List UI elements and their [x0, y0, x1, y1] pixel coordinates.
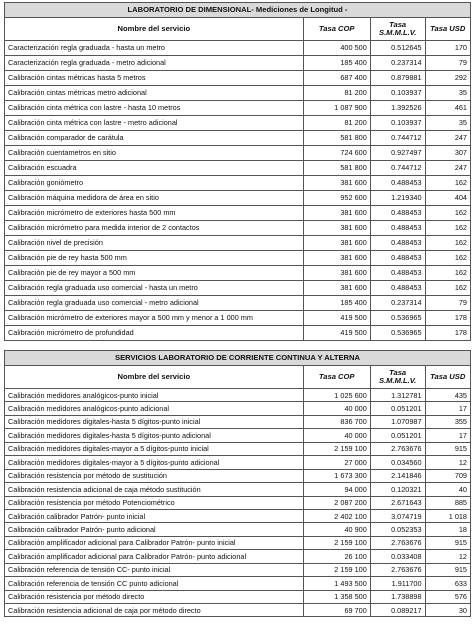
cell-tasa-cop: 81 200 — [303, 116, 370, 131]
cell-tasa-smmlv: 0.488453 — [370, 221, 425, 236]
cell-tasa-smmlv: 0.536965 — [370, 311, 425, 326]
header-smmlv-line1: Tasa — [389, 368, 407, 378]
cell-tasa-smmlv: 0.034560 — [370, 456, 425, 469]
cell-service-name: Calibración máquina medidora de área en sitio — [5, 191, 304, 206]
table-row — [5, 311, 471, 326]
cell-tasa-usd: 40 — [425, 483, 470, 496]
cell-service-name: Caracterización regla graduada - hasta un metro — [5, 41, 304, 56]
table-row — [5, 590, 471, 603]
cell-service-name: Calibración comparador de carátula — [5, 131, 304, 146]
cell-service-name: Calibración medidores analógicos-punto adicional — [5, 402, 304, 415]
cell-service-name: Calibración referencia de tensión CC punto adicional — [5, 577, 304, 590]
table-row — [5, 523, 471, 536]
cell-tasa-smmlv: 0.120321 — [370, 483, 425, 496]
cell-tasa-smmlv: 0.536965 — [370, 326, 425, 341]
cell-service-name: Calibración calibrador Patrón- punto adicional — [5, 523, 304, 536]
cell-tasa-smmlv: 0.051201 — [370, 402, 425, 415]
cell-service-name: Calibración calibrador Patrón- punto inicial — [5, 509, 304, 522]
cell-tasa-smmlv: 2.763676 — [370, 442, 425, 455]
cell-tasa-cop: 381 600 — [303, 176, 370, 191]
cell-service-name: Calibración cinta métrica con lastre - metro adicional — [5, 116, 304, 131]
table-title: LABORATORIO DE DIMENSIONAL- Mediciones de Longitud - — [5, 3, 471, 18]
cell-tasa-usd: 178 — [425, 311, 470, 326]
cell-tasa-usd: 247 — [425, 161, 470, 176]
cell-tasa-cop: 2 159 100 — [303, 536, 370, 549]
cell-tasa-smmlv: 0.488453 — [370, 206, 425, 221]
header-tasa-cop: Tasa COP — [303, 18, 370, 41]
table-row — [5, 326, 471, 341]
cell-tasa-cop: 419 500 — [303, 311, 370, 326]
table-row — [5, 281, 471, 296]
cell-tasa-usd: 30 — [425, 604, 470, 617]
table-row — [5, 442, 471, 455]
table-row — [5, 236, 471, 251]
cell-tasa-usd: 162 — [425, 266, 470, 281]
table-row — [5, 496, 471, 509]
cell-service-name: Calibración amplificador adicional para Calibrador Patrón- punto adicional — [5, 550, 304, 563]
cell-tasa-usd: 35 — [425, 86, 470, 101]
table-row — [5, 191, 471, 206]
cell-tasa-smmlv: 0.879881 — [370, 71, 425, 86]
cell-tasa-smmlv: 1.070987 — [370, 415, 425, 428]
table-title: SERVICIOS LABORATORIO DE CORRIENTE CONTINUA Y ALTERNA — [5, 351, 471, 366]
cell-tasa-smmlv: 0.488453 — [370, 251, 425, 266]
table-row — [5, 604, 471, 617]
header-tasa-usd: Tasa USD — [425, 366, 470, 389]
cell-service-name: Calibración resistencia por método directo — [5, 590, 304, 603]
header-tasa-smmlv — [370, 18, 425, 41]
cell-tasa-usd: 162 — [425, 236, 470, 251]
cell-service-name: Calibración goniómetro — [5, 176, 304, 191]
cell-tasa-usd: 35 — [425, 116, 470, 131]
table-row — [5, 509, 471, 522]
cell-tasa-smmlv: 0.488453 — [370, 176, 425, 191]
cell-service-name: Calibración resistencia adicional de caja método sustitución — [5, 483, 304, 496]
table-row — [5, 456, 471, 469]
cell-tasa-smmlv: 2.141846 — [370, 469, 425, 482]
cell-tasa-usd: 247 — [425, 131, 470, 146]
cell-tasa-cop: 69 700 — [303, 604, 370, 617]
cell-service-name: Calibración medidores digitales-mayor a 5 dígitos-punto inicial — [5, 442, 304, 455]
cell-service-name: Calibración pie de rey hasta 500 mm — [5, 251, 304, 266]
table-row — [5, 577, 471, 590]
cell-tasa-cop: 581 800 — [303, 131, 370, 146]
cell-service-name: Calibración micrómetro de exteriores hasta 500 mm — [5, 206, 304, 221]
cell-tasa-smmlv: 1.911700 — [370, 577, 425, 590]
table-row — [5, 71, 471, 86]
cell-tasa-usd: 162 — [425, 206, 470, 221]
cell-service-name: Calibración medidores analógicos-punto inicial — [5, 389, 304, 402]
cell-tasa-smmlv: 0.052353 — [370, 523, 425, 536]
cell-tasa-cop: 836 700 — [303, 415, 370, 428]
table-row — [5, 56, 471, 71]
table-row — [5, 41, 471, 56]
cell-tasa-smmlv: 0.051201 — [370, 429, 425, 442]
cell-tasa-usd: 12 — [425, 550, 470, 563]
cell-tasa-cop: 1 493 500 — [303, 577, 370, 590]
header-service-name: Nombre del servicio — [5, 18, 304, 41]
cell-service-name: Calibración micrómetro de profundidad — [5, 326, 304, 341]
cell-tasa-smmlv: 0.927497 — [370, 146, 425, 161]
cell-tasa-usd: 1 018 — [425, 509, 470, 522]
table-row — [5, 296, 471, 311]
cell-service-name: Calibración amplificador adicional para Calibrador Patrón- punto inicial — [5, 536, 304, 549]
cell-tasa-smmlv: 1.738898 — [370, 590, 425, 603]
cell-service-name: Calibración cintas métricas hasta 5 metros — [5, 71, 304, 86]
cell-tasa-usd: 915 — [425, 442, 470, 455]
table-row — [5, 402, 471, 415]
cell-service-name: Calibración resistencia adicional de caja por método directo — [5, 604, 304, 617]
table-row — [5, 536, 471, 549]
cell-service-name: Calibración resistencia por método Potenciométrico — [5, 496, 304, 509]
cell-tasa-usd: 307 — [425, 146, 470, 161]
cell-tasa-cop: 40 000 — [303, 429, 370, 442]
header-tasa-usd: Tasa USD — [425, 18, 470, 41]
cell-tasa-usd: 435 — [425, 389, 470, 402]
cell-tasa-smmlv: 0.488453 — [370, 236, 425, 251]
cell-tasa-cop: 381 600 — [303, 236, 370, 251]
table-row — [5, 101, 471, 116]
cell-tasa-cop: 687 400 — [303, 71, 370, 86]
cell-tasa-cop: 2 159 100 — [303, 442, 370, 455]
cell-tasa-usd: 79 — [425, 56, 470, 71]
cell-tasa-cop: 400 500 — [303, 41, 370, 56]
cell-service-name: Calibración micrómetro para medida interior de 2 contactos — [5, 221, 304, 236]
header-smmlv-line2: S.M.M.L.V. — [379, 28, 417, 37]
cell-tasa-cop: 381 600 — [303, 281, 370, 296]
header-tasa-smmlv — [370, 366, 425, 389]
cell-tasa-smmlv: 0.089217 — [370, 604, 425, 617]
cell-tasa-cop: 724 600 — [303, 146, 370, 161]
header-tasa-cop: Tasa COP — [303, 366, 370, 389]
cell-tasa-usd: 404 — [425, 191, 470, 206]
cell-tasa-smmlv: 1.312781 — [370, 389, 425, 402]
cell-tasa-smmlv: 0.103937 — [370, 86, 425, 101]
cell-service-name: Calibración regla graduada uso comercial - metro adicional — [5, 296, 304, 311]
corriente-table — [4, 350, 471, 617]
cell-tasa-cop: 185 400 — [303, 296, 370, 311]
cell-tasa-cop: 1 087 900 — [303, 101, 370, 116]
table-row — [5, 429, 471, 442]
table-row — [5, 251, 471, 266]
cell-tasa-cop: 581 800 — [303, 161, 370, 176]
cell-service-name: Calibración referencia de tensión CC- punto inicial — [5, 563, 304, 576]
table-row — [5, 483, 471, 496]
table-row — [5, 469, 471, 482]
table-row — [5, 176, 471, 191]
cell-tasa-usd: 162 — [425, 221, 470, 236]
cell-tasa-usd: 17 — [425, 402, 470, 415]
cell-tasa-smmlv: 2.671643 — [370, 496, 425, 509]
cell-tasa-usd: 12 — [425, 456, 470, 469]
table-row — [5, 266, 471, 281]
cell-service-name: Caracterización regla graduada - metro adicional — [5, 56, 304, 71]
cell-tasa-cop: 2 402 100 — [303, 509, 370, 522]
cell-tasa-usd: 355 — [425, 415, 470, 428]
cell-tasa-cop: 94 000 — [303, 483, 370, 496]
cell-tasa-usd: 170 — [425, 41, 470, 56]
cell-tasa-smmlv: 0.103937 — [370, 116, 425, 131]
cell-service-name: Calibración cintas métricas metro adicional — [5, 86, 304, 101]
cell-tasa-usd: 17 — [425, 429, 470, 442]
cell-tasa-cop: 381 600 — [303, 221, 370, 236]
cell-tasa-cop: 381 600 — [303, 206, 370, 221]
dimensional-table — [4, 2, 471, 341]
cell-service-name: Calibración pie de rey mayor a 500 mm — [5, 266, 304, 281]
cell-tasa-smmlv: 0.744712 — [370, 161, 425, 176]
cell-tasa-usd: 915 — [425, 563, 470, 576]
cell-tasa-cop: 26 100 — [303, 550, 370, 563]
cell-tasa-usd: 162 — [425, 281, 470, 296]
cell-tasa-smmlv: 0.237314 — [370, 296, 425, 311]
cell-tasa-cop: 40 000 — [303, 402, 370, 415]
table-row — [5, 116, 471, 131]
cell-tasa-smmlv: 1.219340 — [370, 191, 425, 206]
cell-tasa-cop: 1 025 600 — [303, 389, 370, 402]
table-row — [5, 146, 471, 161]
cell-tasa-usd: 633 — [425, 577, 470, 590]
header-service-name: Nombre del servicio — [5, 366, 304, 389]
cell-tasa-cop: 2 159 100 — [303, 563, 370, 576]
cell-service-name: Calibración cuentametros en sitio — [5, 146, 304, 161]
cell-tasa-smmlv: 0.744712 — [370, 131, 425, 146]
cell-tasa-smmlv: 0.488453 — [370, 281, 425, 296]
table-row — [5, 206, 471, 221]
cell-service-name: Calibración regla graduada uso comercial - hasta un metro — [5, 281, 304, 296]
header-smmlv-line2: S.M.M.L.V. — [379, 376, 417, 385]
table-row — [5, 131, 471, 146]
cell-tasa-smmlv: 1.392526 — [370, 101, 425, 116]
table-row — [5, 161, 471, 176]
cell-tasa-usd: 18 — [425, 523, 470, 536]
cell-tasa-cop: 27 000 — [303, 456, 370, 469]
cell-service-name: Calibración micrómetro de exteriores mayor a 500 mm y menor a 1 000 mm — [5, 311, 304, 326]
cell-tasa-cop: 185 400 — [303, 56, 370, 71]
cell-tasa-usd: 162 — [425, 251, 470, 266]
cell-service-name: Calibración medidores digitales-hasta 5 dígitos-punto adicional — [5, 429, 304, 442]
cell-tasa-usd: 178 — [425, 326, 470, 341]
cell-tasa-usd: 576 — [425, 590, 470, 603]
cell-tasa-usd: 79 — [425, 296, 470, 311]
table-row — [5, 221, 471, 236]
cell-tasa-usd: 709 — [425, 469, 470, 482]
table-row — [5, 550, 471, 563]
cell-tasa-cop: 40 900 — [303, 523, 370, 536]
cell-tasa-cop: 952 600 — [303, 191, 370, 206]
cell-tasa-smmlv: 2.763676 — [370, 536, 425, 549]
table-row — [5, 563, 471, 576]
table-row — [5, 389, 471, 402]
table-row — [5, 415, 471, 428]
cell-service-name: Calibración cinta métrica con lastre - hasta 10 metros — [5, 101, 304, 116]
cell-tasa-smmlv: 2.763676 — [370, 563, 425, 576]
cell-service-name: Calibración medidores digitales-hasta 5 dígitos-punto inicial — [5, 415, 304, 428]
cell-tasa-usd: 885 — [425, 496, 470, 509]
cell-tasa-smmlv: 0.488453 — [370, 266, 425, 281]
table-row — [5, 86, 471, 101]
cell-tasa-cop: 2 087 200 — [303, 496, 370, 509]
cell-tasa-smmlv: 0.237314 — [370, 56, 425, 71]
cell-service-name: Calibración resistencia por método de sustitución — [5, 469, 304, 482]
cell-tasa-usd: 162 — [425, 176, 470, 191]
cell-tasa-cop: 1 358 500 — [303, 590, 370, 603]
cell-tasa-cop: 419 500 — [303, 326, 370, 341]
cell-tasa-smmlv: 0.033408 — [370, 550, 425, 563]
cell-tasa-smmlv: 0.512645 — [370, 41, 425, 56]
cell-service-name: Calibración nivel de precisión — [5, 236, 304, 251]
cell-tasa-usd: 915 — [425, 536, 470, 549]
cell-service-name: Calibración escuadra — [5, 161, 304, 176]
cell-tasa-cop: 81 200 — [303, 86, 370, 101]
cell-tasa-usd: 461 — [425, 101, 470, 116]
cell-tasa-cop: 381 600 — [303, 266, 370, 281]
cell-service-name: Calibración medidores digitales-mayor a 5 dígitos-punto adicional — [5, 456, 304, 469]
header-smmlv-line1: Tasa — [389, 20, 407, 30]
cell-tasa-cop: 1 673 300 — [303, 469, 370, 482]
cell-tasa-smmlv: 3.074719 — [370, 509, 425, 522]
cell-tasa-cop: 381 600 — [303, 251, 370, 266]
cell-tasa-usd: 292 — [425, 71, 470, 86]
